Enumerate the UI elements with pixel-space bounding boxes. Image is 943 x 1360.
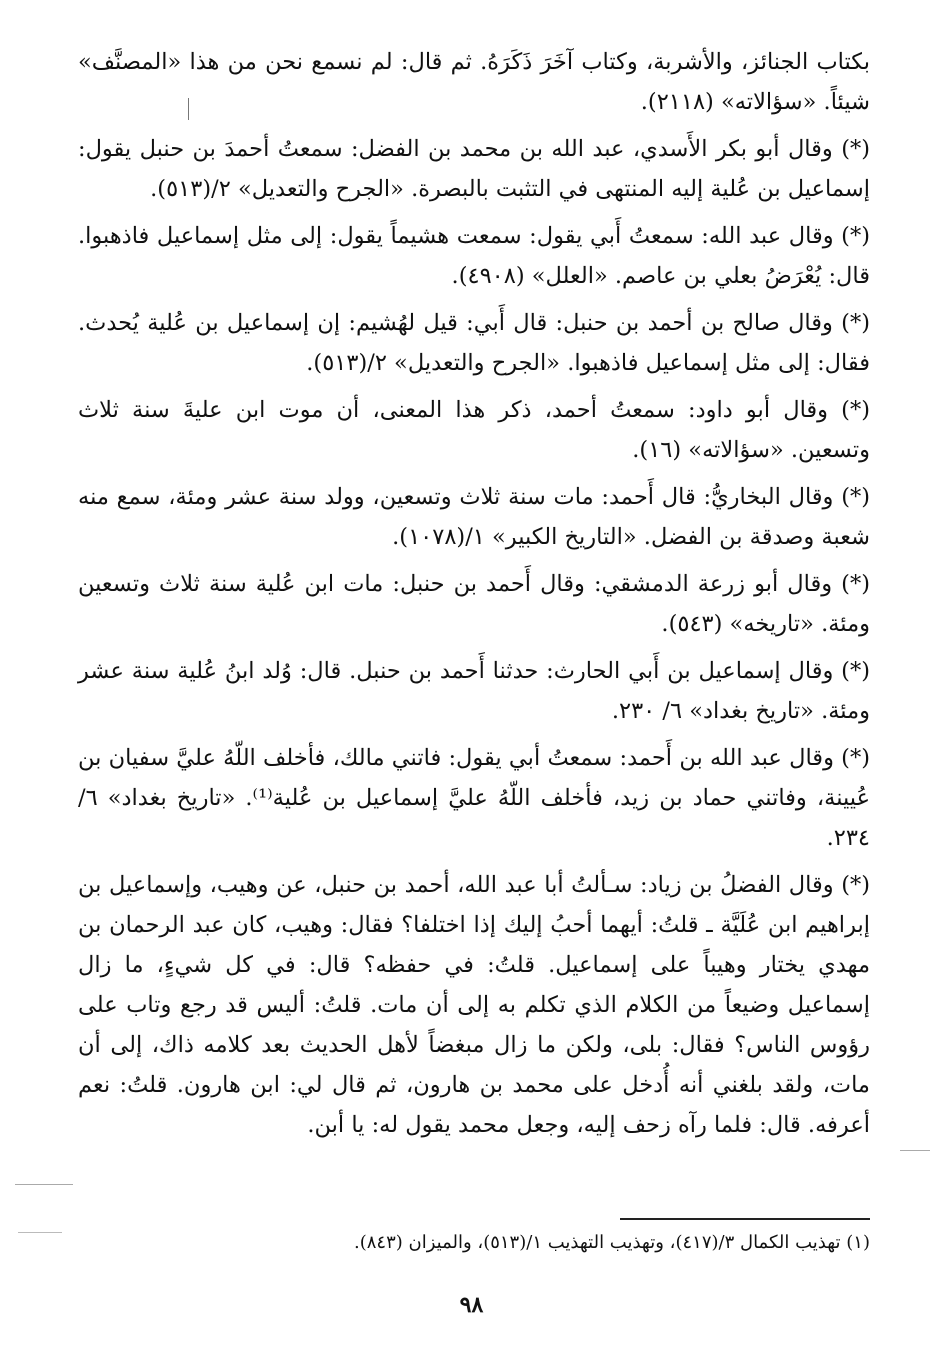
- paragraph-4: (*) وقال صالح بن أحمد بن حنبل: قال أَبي: قيل لهُشيم: إن إسماعيل بن عُلية يُحدث. فقال: إلى مثل إسماعيل فاذهبوا. «الجرح والتعديل» ٢/(٥١٣).: [78, 310, 870, 376]
- paragraph-8: (*) وقال إسماعيل بن أَبي الحارث: حدثنا أَحمد بن حنبل. قال: وُلد ابنُ عُلية سنة عشر ومئة. «تاريخ بغداد» ٦/ ٢٣٠.: [78, 658, 870, 724]
- footnote: (١) تهذيب الكمال ٣/(٤١٧)، وتهذيب التهذيب ١/(٥١٣)، والميزان (٨٤٣).: [353, 1232, 870, 1253]
- paragraph-3: (*) وقال عبد الله: سمعتُ أَبي يقول: سمعت هشيماً يقول: إلى مثل إسماعيل فاذهبوا. قال: يُعْرَضُ بعلي بن عاصم. «العلل» (٤٩٠٨).: [78, 223, 870, 289]
- scan-artifact: [18, 1232, 62, 1233]
- scan-artifact: [15, 1184, 73, 1185]
- paragraph-7: (*) وقال أبو زرعة الدمشقي: وقال أَحمد بن حنبل: مات ابن عُلية سنة ثلاث وتسعين ومئة. «تاريخه» (٥٤٣).: [78, 571, 870, 637]
- paragraph-9: (*) وقال عبد الله بن أَحمد: سمعتُ أبي يقول: فاتني مالك، فأخلف اللّهُ عليَّ سفيان بن عُيينة، وفاتني حماد بن زيد، فأخلف اللّهُ عليَّ إسماعيل بن عُلية⁽¹⁾. «تاريخ بغداد» ٦/ ٢٣٤.: [78, 745, 870, 851]
- paragraph-6: (*) وقال البخاريُّ: قال أَحمد: مات سنة ثلاث وتسعين، وولد سنة عشر ومئة، سمع منه شعبة وصدقة بن الفضل. «التاريخ الكبير» ١/(١٠٧٨).: [78, 484, 870, 550]
- footnote-divider: [620, 1218, 870, 1220]
- scan-artifact: [188, 98, 189, 120]
- scan-artifact: [900, 1150, 930, 1151]
- paragraph-5: (*) وقال أبو داود: سمعتُ أحمد، ذكر هذا المعنى، أن موت ابن عليةَ سنة ثلاث وتسعين. «سؤالاته» (١٦).: [78, 397, 870, 463]
- page-number: ٩٨: [459, 1292, 484, 1318]
- paragraph-2: (*) وقال أبو بكر الأَسدي، عبد الله بن محمد بن الفضل: سمعتُ أحمدَ بن حنبل يقول: إسماعيل بن عُلية إليه المنتهى في التثبت بالبصرة. «الجرح والتعديل» ٢/(٥١٣).: [78, 136, 870, 202]
- paragraph-10: (*) وقال الفضلُ بن زياد: سـألتُ أبا عبد الله، أحمد بن حنبل، عن وهيب، وإسماعيل بن إبراهيم ابن عُلَيَّة ـ قلتُ: أيهما أحبُ إليك إذا اختلفا؟ فقال: وهيب، كان عبد الرحمان بن مهدي يختار وهيباً على إسماعيل. قلتُ: في حفظه؟ قال: في كل شيءٍ، ما زال إسماعيل وضيعاً من الكلام الذي تكلم به إلى أن مات. قلتُ: أليس قد رجع وتاب على رؤوس الناس؟ فقال: بلى، ولكن ما زال مبغضاً لأهل الحديث بعد كلامه ذاك، إلى أن مات، ولقد بلغني أنه أُدخل على محمد بن هارون، ثم قال لي: ابن هارون. قلتُ: نعم أعرفه. قال: فلما رآه زحف إليه، وجعل محمد يقول له: يا أبن.: [78, 872, 870, 1138]
- page-body: [78, 42, 870, 1152]
- paragraph-1: بكتاب الجنائز، والأشربة، وكتاب آخَرَ ذَكَرَهُ. ثم قال: لم نسمع نحن من هذا «المصنَّف» شيئاً. «سؤالاته» (٢١١٨).: [78, 49, 870, 115]
